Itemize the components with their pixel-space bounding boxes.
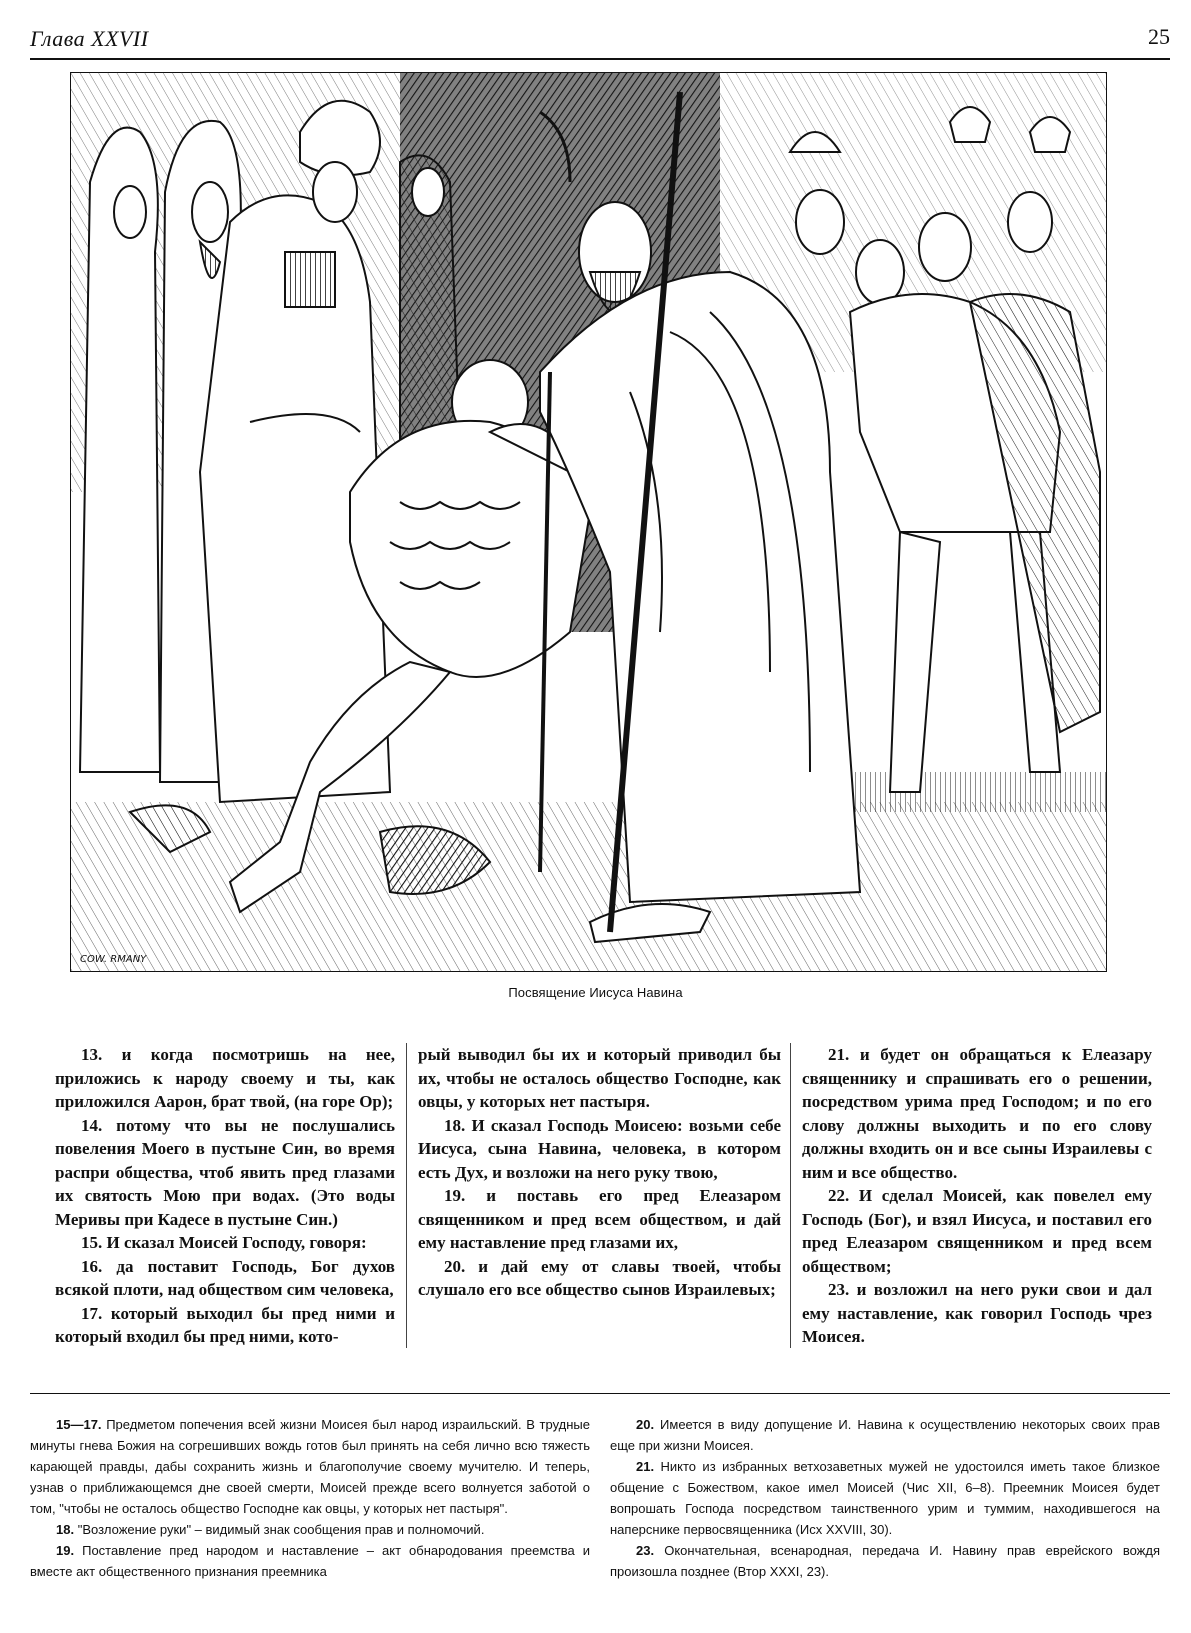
commentary-column-right [610,1414,1160,1582]
note-number: 19. [56,1543,75,1558]
page-header [30,22,1170,58]
note-text: Предметом попечения всей жизни Моисея был народ израильский. В трудные минуты гнева Божия на согрешивших вождь готов был принять на себя лично всю тяжесть карающей правды, дабы сохранить жизнь и благополучие своему мучителю. И теперь, узнав о приближающемся дне своей смерти, Моисей прежде всего волнуется заботой о том, "чтобы не осталось общество Господне как овцы, у которых нет пастыря". [30,1417,590,1516]
verse-paragraph: 13. и когда посмотришь на нее, приложись к народу своему и ты, как приложился Аарон, брат твой, (на горе Ор); [55,1045,395,1111]
commentary-note [30,1519,590,1540]
commentary-column-left [30,1414,590,1582]
verse-paragraph: 16. да поставит Господь, Бог духов всякой плоти, над обществом сим человека, [55,1256,395,1299]
verse-column-1 [55,1043,395,1346]
verse-paragraph: 17. который выходил бы пред ними и который входил бы пред ними, кото- [55,1303,395,1346]
page-number: 25 [1148,24,1170,49]
commentary-note [610,1540,1160,1582]
header-rule [30,58,1170,60]
note-number: 23. [636,1543,655,1558]
verse-paragraph: 15. И сказал Моисей Господу, говоря: [81,1233,367,1252]
verse-paragraph: 20. и дай ему от славы твоей, чтобы слушало его все общество сынов Израилевых; [418,1256,781,1299]
verse-paragraph: рый выводил бы их и который приводил бы их, чтобы не осталось общество Господне, как овцы, у которых нет пастыря. [418,1045,781,1111]
verse-paragraph: 19. и поставь его пред Елеазаром священником и пред всем обществом, и дай ему наставление пред глазами их, [418,1186,781,1252]
note-text: Имеется в виду допущение И. Навина к осуществлению некоторых своих прав еще при жизни Моисея. [610,1417,1160,1453]
chapter-title: Глава XXVII [30,26,149,51]
note-number: 20. [636,1417,655,1432]
column-divider [790,1043,791,1348]
note-text: Никто из избранных ветхозаветных мужей не удостоился иметь такое близкое общение с Божеством, какое имел Моисей (Чис XII, 6–8). Преемник Моисея будет вопрошать Господа посредством таинственного урим и туммим, находившегося на наперснике первосвященника (Исх XXVIII, 30). [610,1459,1160,1537]
note-number: 21. [636,1459,655,1474]
note-number: 15—17. [56,1417,102,1432]
commentary-note [610,1414,1160,1456]
verse-paragraph: 21. и будет он обращаться к Елеазару священнику и спрашивать его о решении, посредством урима пред Господом; и по его слову должны выходить и по его слову должны входить он и все сыны Израилевы с ним и все общество. [802,1045,1152,1182]
verse-column-2 [418,1043,781,1333]
notes-rule [30,1393,1170,1394]
verse-paragraph: 18. И сказал Господь Моисею: возьми себе Иисуса, сына Навина, человека, в котором есть Дух, и возложи на него руку твою, [418,1115,781,1182]
commentary-note [30,1540,590,1582]
illustration-caption: Посвящение Иисуса Навина [508,985,683,1000]
note-text: Поставление пред народом и наставление – акт обнародования преемства и вместе акт общественного признания преемника [30,1543,590,1579]
engraving-illustration [70,72,1107,972]
verse-paragraph: 14. потому что вы не послушались повеления Моего в пустыне Син, во время распри общества, чтоб явить пред глазами их святость Мою при водах. (Это воды Меривы при Кадесе в пустыне Син.) [55,1115,395,1229]
note-text: "Возложение руки" – видимый знак сообщения прав и полномочий. [77,1522,485,1537]
engraving-drawing [70,72,1107,972]
note-text: Окончательная, всенародная, передача И. Навину прав еврейского вождя произошла позднее (Втор XXXI, 23). [610,1543,1160,1579]
verse-column-3 [802,1043,1152,1346]
commentary-note [610,1456,1160,1540]
verse-paragraph: 23. и возложил на него руки свои и дал ему наставление, как говорил Господь чрез Моисея. [802,1280,1152,1346]
note-number: 18. [56,1522,75,1537]
verse-paragraph: 22. И сделал Моисей, как повелел ему Господь (Бог), и взял Иисуса, и поставил его пред Елеазаром священником и пред всем обществом; [802,1186,1152,1276]
commentary-note [30,1414,590,1519]
artist-signature: COW. RMANY [80,954,147,965]
column-divider [406,1043,407,1348]
